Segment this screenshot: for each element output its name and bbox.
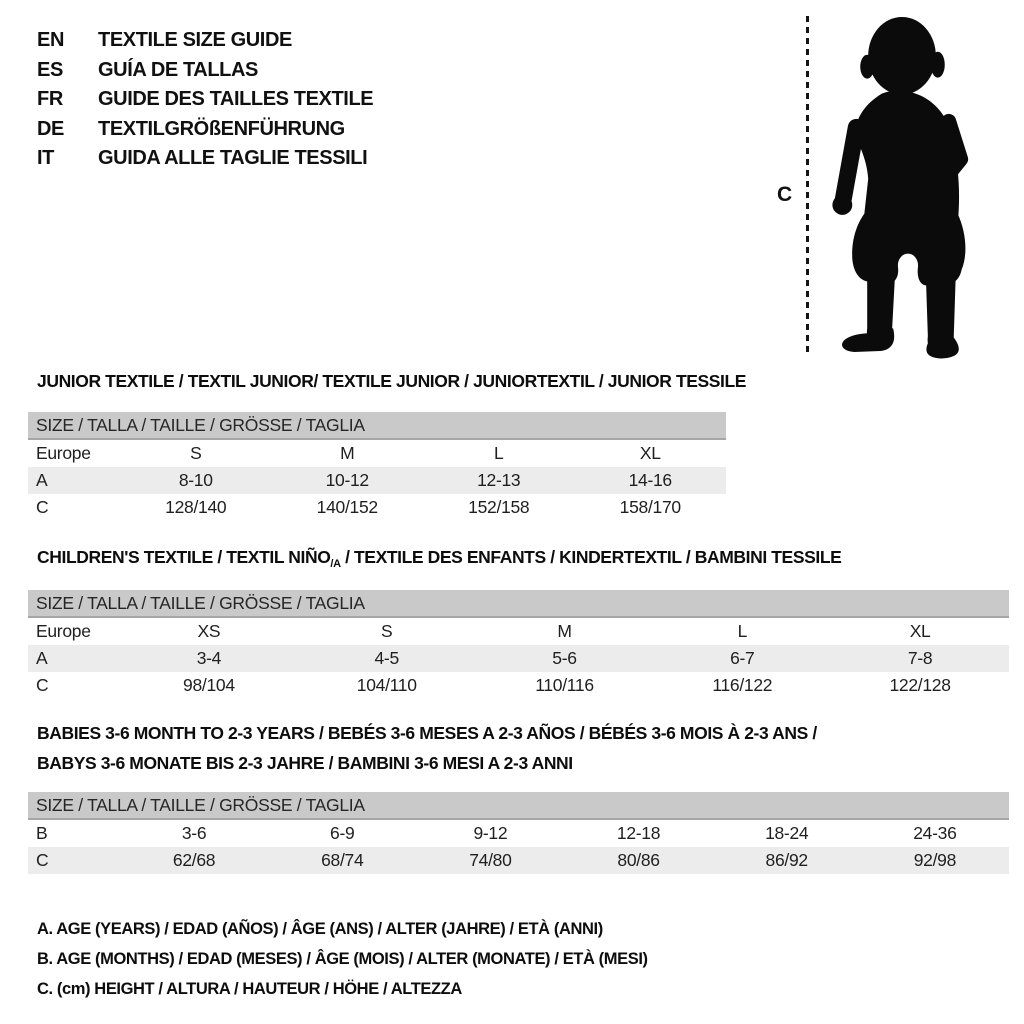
size-cell: 158/170	[619, 497, 681, 517]
size-cell: 4-5	[298, 645, 476, 672]
size-header: SIZE / TALLA / TAILLE / GRÖSSE / TAGLIA	[28, 792, 1009, 819]
size-header-row	[28, 412, 726, 439]
size-header-row	[28, 590, 1009, 617]
lang-row-fr	[37, 85, 373, 115]
row-label: B	[36, 823, 48, 843]
heading-text: CHILDREN'S TEXTILE / TEXTIL NIÑO	[37, 547, 331, 567]
size-cell: 140/152	[316, 497, 378, 517]
row-label: Europe	[36, 621, 91, 641]
size-cell: 7-8	[831, 645, 1009, 672]
heading-subscript: /A	[330, 558, 341, 570]
size-cell: XL	[639, 443, 661, 463]
babies-size-table	[28, 792, 1009, 874]
size-cell: L	[737, 621, 747, 641]
size-cell: L	[494, 443, 504, 463]
lang-label: TEXTILE SIZE GUIDE	[98, 29, 292, 51]
legend-line-age-years: A. AGE (YEARS) / EDAD (AÑOS) / ÂGE (ANS) / ALTER (JAHRE) / ETÀ (ANNI)	[37, 920, 603, 938]
size-cell: 6-7	[653, 645, 831, 672]
size-cell: 3-4	[120, 645, 298, 672]
babies-section-heading	[37, 718, 817, 778]
lang-code: DE	[37, 117, 64, 140]
size-cell: 18-24	[765, 823, 809, 843]
table-row-europe	[28, 617, 1009, 645]
size-cell: 92/98	[861, 847, 1009, 874]
lang-row-it	[37, 144, 373, 174]
table-row-height	[28, 672, 1009, 699]
size-header: SIZE / TALLA / TAILLE / GRÖSSE / TAGLIA	[28, 412, 726, 439]
heading-text: / TEXTILE DES ENFANTS / KINDERTEXTIL / BAMBINI TESSILE	[340, 547, 842, 567]
size-cell: 110/116	[535, 675, 594, 695]
language-list	[37, 26, 373, 174]
size-cell: 10-12	[272, 467, 424, 494]
legend	[37, 914, 648, 1004]
lang-code: EN	[37, 29, 64, 51]
size-cell: 14-16	[575, 467, 727, 494]
lang-row-de	[37, 115, 373, 145]
size-cell: 128/140	[165, 497, 227, 517]
lang-code: IT	[37, 147, 54, 169]
size-cell: 5-6	[476, 645, 654, 672]
row-label: C	[36, 497, 49, 517]
size-cell: 9-12	[473, 823, 508, 843]
size-header-row	[28, 792, 1009, 819]
table-row-height	[28, 847, 1009, 874]
size-cell: 24-36	[913, 823, 957, 843]
babies-heading-line1: BABIES 3-6 MONTH TO 2-3 YEARS / BEBÉS 3-6 MESES A 2-3 AÑOS / BÉBÉS 3-6 MOIS À 2-3 ANS /	[37, 723, 817, 743]
size-cell: 3-6	[181, 823, 207, 843]
size-cell: 8-10	[120, 467, 272, 494]
height-measure-dashed-line	[806, 16, 809, 356]
lang-label: TEXTILGRÖßENFÜHRUNG	[98, 117, 345, 140]
size-cell: XL	[909, 621, 931, 641]
lang-code: ES	[37, 58, 63, 81]
size-cell: 116/122	[712, 675, 773, 695]
size-cell: 74/80	[416, 847, 564, 874]
table-row-europe	[28, 439, 726, 467]
size-cell: M	[557, 621, 572, 641]
size-cell: 122/128	[889, 675, 951, 695]
height-measure-label: C	[777, 183, 793, 206]
row-label: C	[36, 675, 49, 695]
size-cell: 12-13	[423, 467, 575, 494]
toddler-silhouette	[822, 10, 982, 360]
row-label: C	[28, 847, 120, 874]
size-cell: 62/68	[120, 847, 268, 874]
row-label: A	[28, 645, 120, 672]
size-cell: 104/110	[356, 675, 417, 695]
lang-label: GUÍA DE TALLAS	[98, 58, 258, 81]
lang-row-es	[37, 56, 373, 86]
junior-section-heading: JUNIOR TEXTILE / TEXTIL JUNIOR/ TEXTILE JUNIOR / JUNIORTEXTIL / JUNIOR TESSILE	[37, 371, 747, 391]
lang-label: GUIDE DES TAILLES TEXTILE	[98, 88, 374, 110]
row-label: Europe	[36, 443, 91, 463]
table-row-age	[28, 467, 726, 494]
size-cell: 12-18	[616, 823, 661, 843]
size-cell: 98/104	[183, 675, 235, 695]
size-cell: M	[340, 443, 355, 463]
children-section-heading	[37, 546, 841, 575]
row-label: A	[28, 467, 120, 494]
table-row-age	[28, 645, 1009, 672]
size-cell: 80/86	[564, 847, 712, 874]
size-cell: 6-9	[330, 823, 355, 843]
table-row-age-months	[28, 819, 1009, 847]
size-cell: 68/74	[268, 847, 416, 874]
children-size-table	[28, 590, 1009, 699]
size-cell: S	[381, 621, 393, 641]
size-cell: 86/92	[713, 847, 861, 874]
junior-size-table	[28, 412, 726, 521]
size-cell: XS	[197, 621, 221, 641]
lang-code: FR	[37, 88, 63, 110]
legend-line-age-months: B. AGE (MONTHS) / EDAD (MESES) / ÂGE (MOIS) / ALTER (MONATE) / ETÀ (MESI)	[37, 950, 648, 968]
lang-row-en	[37, 26, 373, 56]
table-row-height	[28, 494, 726, 521]
size-header: SIZE / TALLA / TAILLE / GRÖSSE / TAGLIA	[28, 590, 1009, 617]
babies-heading-line2: BABYS 3-6 MONATE BIS 2-3 JAHRE / BAMBINI 3-6 MESI A 2-3 ANNI	[37, 753, 573, 773]
size-cell: S	[190, 443, 202, 463]
legend-line-height: C. (cm) HEIGHT / ALTURA / HAUTEUR / HÖHE / ALTEZZA	[37, 980, 462, 998]
size-cell: 152/158	[468, 497, 530, 517]
lang-label: GUIDA ALLE TAGLIE TESSILI	[98, 147, 368, 169]
